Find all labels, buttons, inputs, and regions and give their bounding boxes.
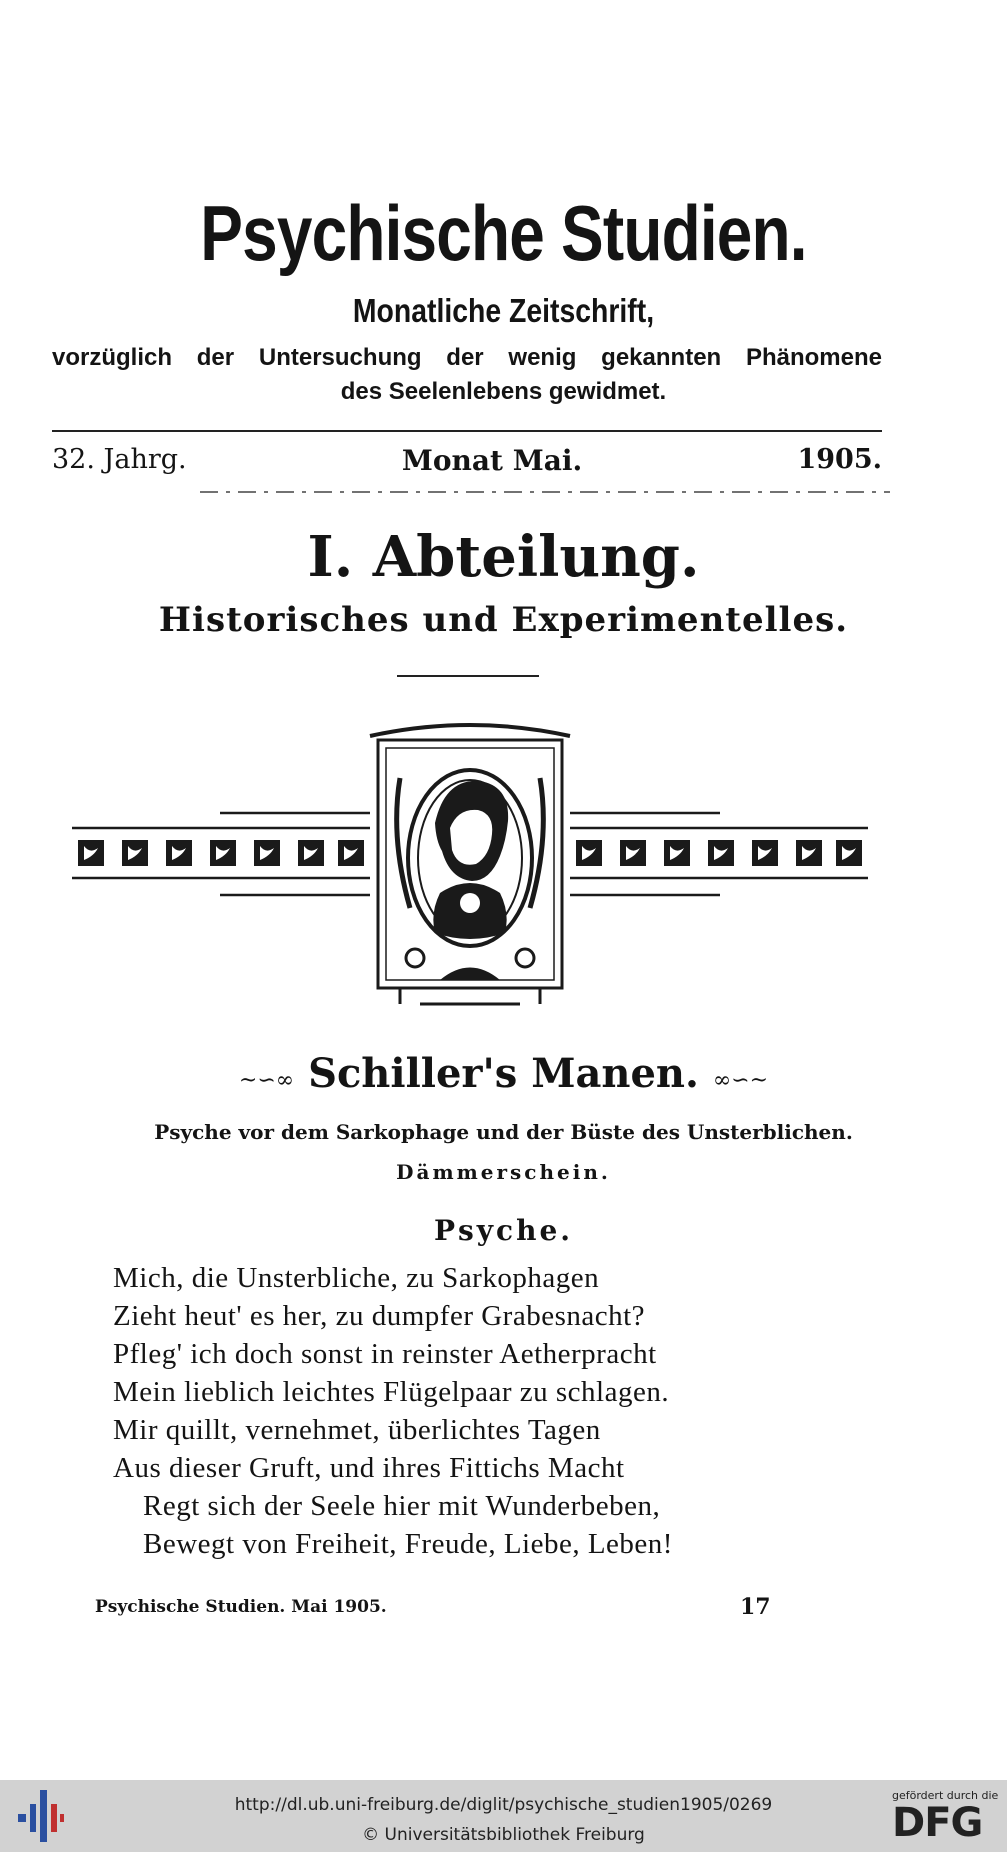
running-footer: Psychische Studien. Mai 1905. — [95, 1597, 387, 1617]
volume-label: 32. Jahrg. — [52, 444, 187, 475]
poem-line: Mein lieblich leichtes Flügelpaar zu schlagen. — [113, 1376, 670, 1408]
poem-line: Bewegt von Freiheit, Freude, Liebe, Leben! — [143, 1528, 673, 1560]
permalink-url[interactable]: http://dl.ub.uni-freiburg.de/diglit/psychische_studien1905/0269 — [234, 1795, 773, 1815]
description-word: Phänomene — [745, 344, 882, 371]
journal-subtitle: Monatliche Zeitschrift, — [352, 292, 655, 329]
poem-line: Zieht heut' es her, zu dumpfer Grabesnacht? — [113, 1300, 646, 1332]
header-rule — [52, 430, 882, 432]
journal-description-line2: des Seelenlebens gewidmet. — [340, 378, 667, 405]
speaker-name: Psyche. — [433, 1214, 574, 1247]
section-title: I. Abteilung. — [307, 524, 700, 590]
description-word: gekannten — [601, 344, 722, 371]
journal-description-line1 — [52, 344, 882, 372]
dfg-logo[interactable]: DFG — [892, 1800, 983, 1846]
section-divider — [397, 675, 539, 677]
poem-title — [0, 1050, 1007, 1097]
dashed-rule — [200, 486, 890, 498]
poem-line: Mich, die Unsterbliche, zu Sarkophagen — [113, 1262, 600, 1294]
year-label: 1905. — [797, 444, 882, 475]
month-label: Monat Mai. — [401, 444, 583, 477]
description-word: wenig — [508, 344, 577, 371]
flourish-right-icon: ∞∽~ — [712, 1068, 769, 1093]
description-word: der — [446, 344, 484, 371]
scene-description: Psyche vor dem Sarkophage und der Büste des Unsterblichen. — [154, 1120, 853, 1144]
funding-note: gefördert durch die — [892, 1789, 999, 1802]
poem-line: Regt sich der Seele hier mit Wunderbeben, — [143, 1490, 661, 1522]
journal-title: Psychische Studien. — [200, 189, 807, 277]
poem-title-text: Schiller's Manen. — [308, 1050, 699, 1097]
copyright-notice: © Universitätsbibliothek Freiburg — [362, 1825, 645, 1845]
description-word: der — [196, 344, 235, 371]
schiller-portrait-ornament-icon — [70, 718, 870, 1008]
poem-line: Aus dieser Gruft, und ihres Fittichs Macht — [113, 1452, 625, 1484]
description-word: vorzüglich — [52, 344, 173, 371]
scene-lighting: Dämmerschein. — [396, 1160, 611, 1184]
section-subtitle: Historisches und Experimentelles. — [158, 600, 849, 640]
flourish-left-icon: ~∽∞ — [238, 1068, 295, 1093]
issue-meta-row — [52, 444, 882, 477]
poem-line: Pfleg' ich doch sonst in reinster Aetherpracht — [113, 1338, 657, 1370]
poem-line: Mir quillt, vernehmet, überlichtes Tagen — [113, 1414, 601, 1446]
description-word: Untersuchung — [258, 344, 422, 371]
page-number: 17 — [740, 1594, 771, 1620]
